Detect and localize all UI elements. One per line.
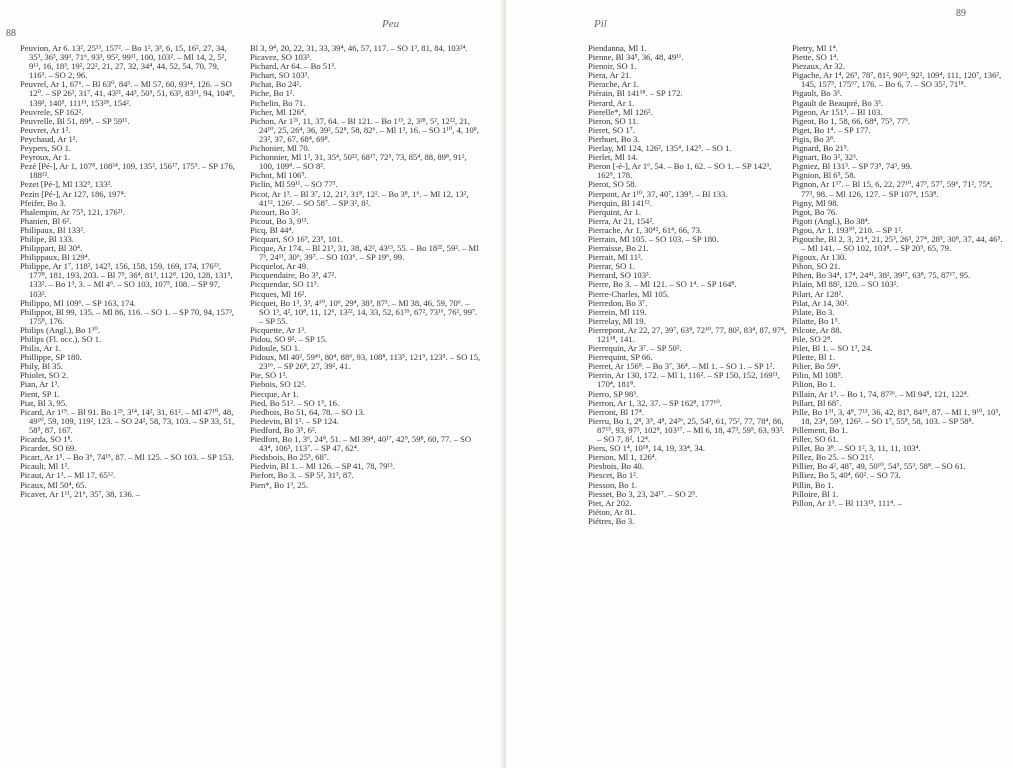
index-entry: Pillon, Ar 1³. – Bl 113¹⁵, 111⁴. – <box>792 497 902 508</box>
index-entry: Picourt, Bo 3². <box>250 206 301 217</box>
index-entry: Pierrain, Ml 105. – SO 103. – SP 180. <box>588 233 719 244</box>
index-entry: Pien*, Bo 1³, 25. <box>250 479 308 490</box>
index-entry: Picquendaire, Bo 3⁵, 47². <box>250 270 337 281</box>
index-entry: Pierrein, Ml 119. <box>588 306 647 317</box>
index-entry: Pigault, Bo 3³. <box>792 88 842 99</box>
index-entry: Picarda, SO 1⁸. <box>20 434 73 445</box>
index-entry: Picault, Ml 1². <box>20 461 70 472</box>
index-entry: Pietry, Ml 1⁴. <box>792 43 838 53</box>
index-entry: Pierret, Ar 156⁸. – Bo 3⁷, 36⁴. – Ml 1. – SO 1. – SP 1². <box>588 361 775 372</box>
index-entry: Philippot, Bl 99, 135. – Ml 86, 116. – SO 1. – SP 70, 94, 157³, 175⁸, 176. <box>20 306 234 326</box>
index-entry: Pierrequint, SP 66. <box>588 352 653 363</box>
index-entry: Piedbois, Bo 51, 64, 78. – SO 13. <box>250 406 366 417</box>
index-entry: Pierlay, Ml 124, 126², 135⁴, 142⁵. – SO 1. <box>588 143 732 154</box>
index-entry: Pigny, Ml 98. <box>792 197 839 208</box>
index-entry: Piéton, Ar 81. <box>588 506 636 517</box>
page-number: 89 <box>956 8 966 19</box>
index-entry: Pilate, Bo 3. <box>792 306 835 317</box>
index-entry: Philippo, Ml 109⁶. – SP 163, 174. <box>20 297 136 308</box>
index-entry: Pillain, Ar 1³. – Bo 1, 74, 87²⁶. – Ml 94⁸, 121, 122⁴. <box>792 388 969 399</box>
index-entry: Piat, Bl 3, 95. <box>20 397 68 408</box>
index-entry: Pihon, SO 21. <box>792 261 841 272</box>
running-head: Peu <box>382 18 400 30</box>
index-entry: Piedevin, Bl 1². – SP 124. <box>250 415 339 426</box>
index-entry: Pierro, SP 98³. <box>588 388 639 399</box>
index-entry: Bl 3, 9⁴, 20, 22, 31, 33, 39⁴, 46, 57, 117. – SO 1³, 81, 84, 103²⁴. <box>250 43 468 53</box>
index-entry: Pilin, Ml 108⁹. <box>792 370 843 381</box>
index-entry: Phily, Bl 35. <box>20 361 63 372</box>
index-entry: Pierrait, Ml 11². <box>588 252 643 263</box>
index-entry: Pichart, SO 103³. <box>250 70 310 81</box>
index-entry: Picart, Ar 1⁵. – Bo 3⁶, 74¹⁵, 87. – Ml 125. – SO 103. – SP 153. <box>20 452 234 463</box>
index-entry: Piette, SO 1⁴. <box>792 52 839 63</box>
index-entry: Pierelle*, Ml 126². <box>588 106 653 117</box>
index-entry: Pieret, SO 1⁷. <box>588 124 635 135</box>
index-entry: Pilcote, Ar 88. <box>792 324 842 335</box>
index-entry: Picout, Bo 3, 9¹³. <box>250 215 309 226</box>
index-entry: Pierron, Ar 1, 32, 37. – SP 162⁸, 177¹⁰. <box>588 397 722 408</box>
index-entry: Picquendar, SO 11³. <box>250 279 319 290</box>
index-entry: Pichot, Ml 106⁹. <box>250 170 307 181</box>
index-entry: Pilette, Bl 1. <box>792 352 835 363</box>
index-entry: Piefort, Bo 3. – SP 5², 31³, 87. <box>250 470 354 481</box>
index-entry: Piescet, Bo 1². <box>588 470 638 481</box>
index-entry: Pichat, Bo 24². <box>250 79 302 90</box>
index-entry: Piller, SO 61. <box>792 434 839 445</box>
index-entry: Pichonier, Ml 70. <box>250 143 310 154</box>
index-entry: Pierrache, Ar 1, 30⁴², 61⁴, 66, 73. <box>588 224 703 235</box>
index-entry: Pillin, Bo 1. <box>792 479 834 490</box>
index-entry: Pihen, Bo 34⁴, 17⁴, 24⁴¹, 38², 39¹⁷, 63⁸, 75, 87¹⁷, 95. <box>792 270 971 281</box>
index-entry: Pignard, Bo 21⁵. <box>792 143 849 154</box>
index-entry: Pilloire, Bl 1. <box>792 488 839 499</box>
index-entry: Pierru, Bo 1, 2⁸, 3⁵, 4⁸, 24²⁶, 25, 54³, 61, 75², 77, 78⁴, 86, 87¹⁵, 93, 97³, 102⁸, 103¹⁷. – Ml 6, 18, 47³, 59⁵, 63, 93². – SO 7, 8², 12⁴. <box>588 415 785 445</box>
index-entry: Pienoir, SO 1. <box>588 61 637 72</box>
index-entry: Pillart, Bl 68⁷. <box>792 397 842 408</box>
index-entry: Pie, SO 1². <box>250 370 288 381</box>
index-entry: Piedsbois, Bo 25⁵, 68⁷. <box>250 452 330 463</box>
index-entry: Piclin, Ml 59¹¹. – SO 77³. <box>250 179 338 190</box>
index-entry: Pigeon, Ar 151³. – Bl 103. <box>792 106 883 117</box>
index-entry: Peuvion, Ar 6. 13², 25¹³, 157². – Bo 1², 3³, 6, 15, 16², 27, 34, 35³, 36³, 39³, 71⁶, 93³, 95², 99¹¹, 100, 103². – Ml 14, 2, 5², 9¹¹, 16, 18³, 19², 22², 21, 27, 32, 34⁴, 44, 52, 54, 70, 79, 116³. – SO 2, 96. <box>20 43 227 81</box>
index-entry: Piet, Ar 202. <box>588 497 632 508</box>
index-entry: Picques, Ml 16². <box>250 288 307 299</box>
index-entry: Pieron [-é-], Ar 1⁶, 54. – Bo 1, 62. – SO 1. – SP 142³, 162⁵, 178. <box>588 161 772 181</box>
index-entry: Picque, Ar 174. – Bl 21³, 31, 38, 42², 43¹³, 55. – Bo 18²², 59². – Ml 7³, 24¹¹, 30⁶, 39⁷. – SO 103⁶. – SP 19⁶, 99. <box>250 243 479 263</box>
index-entry: Pigot, Bo 76. <box>792 206 838 217</box>
index-entry: Philips (Angl.), Bo 1¹⁰. <box>20 324 101 335</box>
index-entry: Peychaud, Ar 1². <box>20 133 78 144</box>
index-entry: Pient, SP 1. <box>20 388 60 399</box>
index-column <box>250 44 482 490</box>
index-entry: Picard, Ar 1¹⁹. – Bl 91. Bo 1²⁵, 3¹⁴, 14², 31, 61². – Ml 47¹⁰, 48, 49¹⁰, 59, 109, 119², 123. – SO 24², 58, 73, 103. – SP 33, 51, 58⁵, 87, 167. <box>20 406 235 435</box>
index-entry: Pierard, Ar 1. <box>588 97 635 108</box>
index-entry: Piers, SO 1⁴, 10¹⁸, 14, 19, 33⁴, 34. <box>588 443 706 454</box>
index-column <box>792 44 1004 508</box>
index-entry: Pierraisse, Bo 21. <box>588 243 649 254</box>
index-entry: Philippaux, Bl 129⁴. <box>20 252 90 263</box>
index-entry: Picq, Bl 44⁴. <box>250 224 294 235</box>
index-entry: Pillement, Bo 1. <box>792 424 848 435</box>
index-entry: Phanien, Bl 6². <box>20 215 72 226</box>
index-entry: Pile, SO 2⁸. <box>792 334 833 344</box>
index-entry: Picaut, Ar 1¹. – Ml 17, 65¹². <box>20 470 116 481</box>
index-column <box>20 44 238 499</box>
index-entry: Piget, Bo 1⁴. – SP 177. <box>792 124 871 135</box>
index-entry: Peuvret, Ar 1². <box>20 124 71 135</box>
index-entry: Picher, Ml 126⁴. <box>250 106 307 117</box>
index-entry: Philippart, Bl 30⁴. <box>20 243 83 254</box>
index-entry: Pidoux, Ml 40², 59⁴¹, 80⁴, 88⁶, 93, 108⁸, 113⁵, 121⁹, 123⁵. – SO 15, 23¹⁶. – SP 26⁸, 27, 39², 41. <box>250 352 481 372</box>
index-entry: Piedfort, Bo 1, 3⁶, 24⁸, 51. – Ml 39⁴, 40¹⁷, 42⁹, 59⁸, 60, 77. – SO 43⁴, 106³, 113⁷. – SP 47, 62⁴. <box>250 434 472 454</box>
index-entry: Pigott (Angl.), Bo 38⁴. <box>792 215 870 226</box>
index-entry: Pigouche, Bl 2, 3, 21⁴, 21, 25³, 26³, 27⁴, 28⁵, 30⁸, 37, 44, 46⁵. – Ml 141. – SO 102, 103⁸. – SP 20⁵, 65, 79. <box>792 233 1003 254</box>
index-entry: Piedvin, Bl 1. – Ml 126. – SP 41, 78, 79¹³. <box>250 461 395 472</box>
left-page <box>0 0 503 768</box>
index-entry: Pigou, Ar 1, 193¹⁰, 210. – SP 1². <box>792 224 903 235</box>
index-entry: Philipe, Bl 133. <box>20 233 74 244</box>
index-entry: Peuvrele, SP 162². <box>20 106 84 117</box>
index-entry: Picquelot, Ar 49. <box>250 261 309 272</box>
index-entry: Piecque, Ar 1. <box>250 388 299 399</box>
index-entry: Pied, Bo 51². – SO 1⁵, 16. <box>250 397 340 408</box>
index-entry: Pilet, Bl 1. – SO 1³, 24. <box>792 343 873 354</box>
index-entry: Piendanna, Ml 1. <box>588 43 647 53</box>
index-entry: Pilart, Ar 128². <box>792 288 844 299</box>
index-entry: Pilliez, Bo 5, 40⁴, 60². – SO 73. <box>792 470 901 481</box>
index-column <box>588 44 788 526</box>
index-entry: Pienne, Bl 34⁵, 36, 48, 49¹¹. <box>588 52 684 63</box>
index-entry: Pierront, Bl 17⁴. <box>588 406 644 417</box>
index-entry: Picquette, Ar 1³. <box>250 324 307 335</box>
index-entry: Philippe, Ar 1⁷, 118², 142⁵, 156, 158, 159, 169, 174, 176¹³, 177⁸, 181, 193, 203. – Bl 7⁵, 36⁴, 81³, 112⁸, 120, 128, 131⁵, 133². – Bo 1³, 3. – Ml 4⁶. – SO 103, 107⁵, 108. – SP 97, 103². <box>20 261 233 299</box>
index-entry: Pignart, Bo 3², 32³. <box>792 152 858 163</box>
index-entry: Pierre-Charles, Ml 105. <box>588 288 670 299</box>
index-entry: Phalempin, Ar 75⁵, 121, 176²¹. <box>20 206 126 217</box>
index-entry: Phiolet, SO 2. <box>20 370 69 381</box>
index-entry: Picardet, SO 69. <box>20 443 77 454</box>
index-entry: Pilatte, Bo 1⁵. <box>792 315 840 326</box>
index-entry: Peypers, SO 1. <box>20 143 72 154</box>
index-entry: Piche, Bo 1². <box>250 88 295 99</box>
index-entry: Pierrard, SO 103³. <box>588 270 651 281</box>
index-entry: Pidoule, SO 1. <box>250 343 301 354</box>
index-entry: Pilier, Bo 59⁶. <box>792 361 841 372</box>
index-entry: Pierre, Bo 3. – Ml 121. – SO 1⁴. – SP 164⁸. <box>588 279 737 290</box>
index-entry: Pezé [Pé-], Ar 1, 107⁸, 108²⁴, 109, 135², 156¹⁷, 175⁵. – SP 176, 188¹². <box>20 161 235 181</box>
index-entry: Pilain, Ml 88², 120. – SO 103². <box>792 279 899 290</box>
index-entry: Pierrepont, Ar 22, 27, 39⁷, 63⁸, 72¹⁰, 77, 80², 83⁴, 87, 97⁴, 121¹⁸, 141. <box>588 324 787 344</box>
index-entry: Pichonnier, Ml 1², 31, 35⁴, 50²², 68¹⁷, 72⁵, 73, 85⁴, 88, 89⁸, 91², 100, 109⁸. – SO 8². <box>250 152 467 172</box>
index-entry: Pichard, Ar 64. – Bo 51³. <box>250 61 337 72</box>
index-entry: Pilat, Ar 14, 30². <box>792 297 850 308</box>
index-entry: Picavez, SO 103³. <box>250 52 312 63</box>
index-entry: Peyroux, Ar 1. <box>20 152 71 163</box>
index-entry: Pillier, Bo 4², 48⁷, 49, 50¹⁰, 54⁵, 55³, 58⁸. – SO 61. <box>792 461 966 472</box>
index-entry: Pierot, SO 58. <box>588 179 637 190</box>
index-entry: Pierhuet, Bo 3. <box>588 133 640 144</box>
index-entry: Pigoux, Ar 130. <box>792 252 847 263</box>
index-entry: Pierlet, Ml 14. <box>588 152 638 163</box>
index-entry: Pierquin, Bl 141¹². <box>588 197 652 208</box>
index-entry: Picot, Ar 1³. – Bl 3⁷, 12, 21², 31⁸, 12². – Bo 3⁸, 1⁶. – Ml 12, 13², 41¹², 126². – SO 58⁷. – SP 3², 8². <box>250 188 469 208</box>
index-entry: Philipaux, Bl 133². <box>20 224 86 235</box>
index-entry: Piebois, SO 12². <box>250 379 307 390</box>
index-entry: Pidou, SO 9². – SP 15. <box>250 334 328 344</box>
index-entry: Pierrin, Ar 130, 172. – Ml 1, 116². – SP 150, 152, 169¹¹, 170⁴, 181⁸. <box>588 370 780 390</box>
index-entry: Picquet, Bo 1³, 3³, 4¹⁰, 10⁶, 29⁴, 38³, 87³. – Ml 38, 46, 59, 70⁶. – SO 1³, 4², 10⁸, 11, 12⁶, 13²², 14, 33, 52, 61³⁵, 67², 73¹⁶, 76², 99⁷. – SP 55. <box>250 297 478 326</box>
index-entry: Peuvrelle, Bl 51, 89⁸. – SP 59¹¹. <box>20 115 130 126</box>
page-number: 88 <box>6 28 16 39</box>
index-entry: Picquart, SO 16⁹, 23⁵, 101. <box>250 233 343 244</box>
index-entry: Pigache, Ar 1⁴, 26⁹, 78⁷, 81², 90¹³, 92², 109⁴, 111, 120⁷, 136², 145, 157⁵, 175⁶⁷, 176. – Bo 6, 7. – SO 35², 71¹⁸. <box>792 70 1002 90</box>
index-entry: Pezin [Pé-], Ar 127, 186, 197⁴. <box>20 188 126 199</box>
index-entry: Pigniez, Bl 131³. – SP 73⁵, 74³, 99. <box>792 161 913 172</box>
index-entry: Piedford, Bo 3⁵, 6². <box>250 424 317 435</box>
index-entry: Pierson, Ml 1, 126⁴. <box>588 452 657 463</box>
index-entry: Picavet, Ar 1¹¹, 21⁶, 35⁷, 38, 136. – <box>20 488 141 499</box>
running-head: Pil <box>594 18 607 30</box>
index-entry: Piesson, Bo 1. <box>588 479 638 490</box>
index-entry: Piesset, Bo 3, 23, 24¹⁷. – SO 2⁵. <box>588 488 698 499</box>
index-entry: Pille, Bo 1³¹, 3, 4⁸, 7¹³, 36, 42, 81⁹, 84¹⁵, 87. – Ml 1, 9¹⁰, 10⁵, 18, 23⁴, 59³, 126². – SO 1⁷, 55⁸, 58, 103. – SP 58⁸. <box>792 406 1001 426</box>
index-entry: Pierrar, SO 1. <box>588 261 635 272</box>
index-entry: Pierrelay, Ml 19. <box>588 315 646 326</box>
index-entry: Philips (Fl. occ.), SO 1. <box>20 334 102 344</box>
index-entry: Piesbois, Bo 40. <box>588 461 644 472</box>
index-entry: Pillez, Bo 25. – SO 21². <box>792 452 874 463</box>
index-entry: Pfeifer, Bo 3. <box>20 197 66 208</box>
index-entry: Pigis, Bo 3⁸. <box>792 133 836 144</box>
index-entry: Pichon, Ar 1²¹, 11, 37, 64. – Bl 121. – Bo 1¹³, 2, 3²⁸, 5², 12²², 21, 24¹⁰, 25, 26⁴, 36, 39², 52⁸, 58, 82⁶. – Ml 1³, 16. – SO 1¹⁰, 4, 10⁸, 23², 37, 67, 68⁴, 69⁸. <box>250 115 479 144</box>
index-entry: Piétres, Bo 3. <box>588 515 635 526</box>
index-entry: Pigeot, Bo 1, 58, 66, 68⁴, 75⁵, 77³. <box>792 115 910 126</box>
index-entry: Peuvrel, Ar 1, 67⁶. – Bl 63⁰, 84³. – Ml 57, 60, 93¹⁴, 126. – SO 12⁰. – SP 26³, 31⁷, 41, 43²¹, 44³, 50⁵, 51, 63³, 83¹¹, 94, 104⁸, 139³, 140⁵, 111¹³, 153²⁸, 154². <box>20 79 235 108</box>
index-entry: Phillippe, SP 180. <box>20 352 82 363</box>
index-entry: Pierredon, Bo 3⁷. <box>588 297 648 308</box>
right-page <box>506 0 1013 768</box>
index-entry: Philis, Ar 1. <box>20 343 62 354</box>
index-entry: Piérain, Bl 141¹⁸. – SP 172. <box>588 88 683 99</box>
index-entry: Piezaux, Ar 32. <box>792 61 845 72</box>
index-entry: Pierra, Ar 21, 154². <box>588 215 655 226</box>
index-entry: Pignion, Bl 6⁵, 58. <box>792 170 856 181</box>
index-entry: Pieron, SO 11. <box>588 115 639 126</box>
index-entry: Pichelin, Bo 71. <box>250 97 306 108</box>
index-entry: Pierpont, Ar 1¹⁰, 37, 40⁷, 139⁵. – Bl 133. <box>588 188 728 199</box>
index-entry: Pigault de Beaupré, Bo 3³. <box>792 97 883 108</box>
index-entry: Pilion, Bo 1. <box>792 379 836 390</box>
index-entry: Pezet [Pé-], Ml 132⁵, 133². <box>20 179 113 190</box>
index-entry: Piera, Ar 21. <box>588 70 632 81</box>
index-entry: Pierquint, Ar 1. <box>588 206 641 217</box>
index-entry: Pierache, Ar 1. <box>588 79 640 90</box>
index-entry: Pierrequin, Ar 3⁷. – SP 50². <box>588 343 682 354</box>
index-entry: Pillet, Bo 3⁸. – SO 1², 3, 11, 11, 103⁴. <box>792 443 921 454</box>
index-entry: Pignon, Ar 1¹⁷. – Bl 15, 6, 22, 27¹⁰, 47³, 57⁷, 59⁶, 71², 75⁴, 77³, 98. – Ml 126, 127. – SP 107⁴, 153⁸. <box>792 179 993 199</box>
index-entry: Picaux, Ml 50⁴, 65. <box>20 479 87 490</box>
index-entry: Pian, Ar 1³. <box>20 379 60 390</box>
